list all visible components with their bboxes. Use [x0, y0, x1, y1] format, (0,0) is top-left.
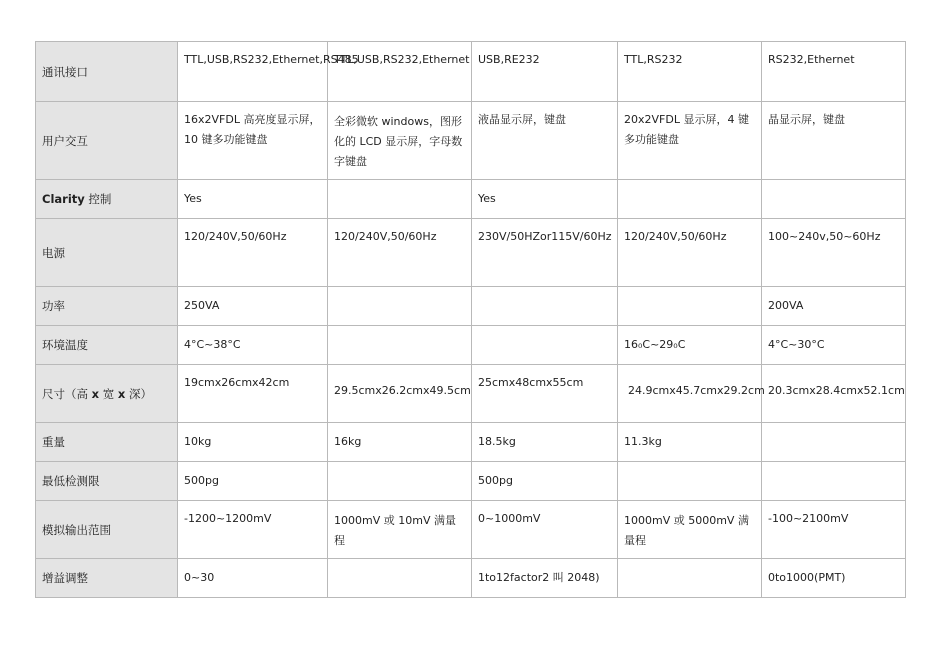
cell-text: 100~240v,50~60Hz [768, 230, 881, 243]
cell-text: -100~2100mV [768, 512, 849, 525]
cell-text: USB,RE232 [478, 53, 540, 66]
cell-text: 24.9cmx45.7cmx29.2cm [628, 384, 765, 397]
cell-text: 16kg [334, 435, 362, 448]
table-cell [328, 501, 472, 559]
table-cell [178, 423, 328, 462]
table-cell [618, 42, 762, 102]
cell-text: 250VA [184, 299, 220, 312]
table-cell [328, 559, 472, 598]
cell-text: 0to1000(PMT) [768, 571, 846, 584]
table-row [36, 423, 906, 462]
row-label-power: 功率 [36, 287, 178, 326]
label-bold-part: Clarity [42, 192, 85, 206]
cell-text: 16₀C~29₀C [624, 338, 686, 351]
cell-text: -1200~1200mV [184, 512, 272, 525]
table-row [36, 501, 906, 559]
row-label-analog-output-range: 模拟输出范围 [36, 501, 178, 559]
table-cell [618, 326, 762, 365]
cell-text: 0~30 [184, 571, 215, 584]
cell-text: 120/240V,50/60Hz [184, 230, 287, 243]
table-cell [178, 180, 328, 219]
table-cell [328, 219, 472, 287]
table-row [36, 219, 906, 287]
table-cell [178, 287, 328, 326]
cell-text: 200VA [768, 299, 804, 312]
spec-table [35, 41, 906, 598]
row-label-gain-adjustment: 增益调整 [36, 559, 178, 598]
row-label-user-interaction: 用户交互 [36, 102, 178, 180]
table-cell [472, 102, 618, 180]
table-cell [328, 365, 472, 423]
label-part: 宽 [99, 386, 118, 401]
table-cell [472, 287, 618, 326]
table-cell [328, 287, 472, 326]
table-cell [472, 365, 618, 423]
cell-text: 晶显示屏，键盘 [768, 113, 845, 126]
cell-text: TTL,USB,RS232,Ethernet,RS485 [184, 53, 359, 66]
cell-text: 11.3kg [624, 435, 662, 448]
row-label-ambient-temperature: 环境温度 [36, 326, 178, 365]
cell-text: 18.5kg [478, 435, 516, 448]
table-cell [178, 326, 328, 365]
table-cell [762, 219, 906, 287]
table-row [36, 287, 906, 326]
table-cell [472, 219, 618, 287]
table-cell [472, 462, 618, 501]
table-row [36, 326, 906, 365]
cell-text: 500pg [478, 474, 513, 487]
table-cell [328, 102, 472, 180]
label-part: x [91, 386, 100, 401]
table-cell [178, 42, 359, 102]
table-cell [178, 102, 328, 180]
table-cell [762, 287, 906, 326]
label-part: x [117, 386, 126, 401]
table-cell [762, 559, 906, 598]
cell-text: 液晶显示屏，键盘 [478, 113, 566, 126]
cell-text: 230V/50HZor115V/60Hz [478, 230, 612, 243]
table-cell [472, 180, 618, 219]
row-label-dimensions [36, 365, 178, 423]
table-cell [618, 462, 762, 501]
table-cell [472, 501, 618, 559]
table-cell [328, 180, 472, 219]
row-label-detection-limit: 最低检测限 [36, 462, 178, 501]
cell-text: 1000mV 或 10mV 满量程 [334, 514, 456, 547]
cell-text: TTL,RS232 [624, 53, 683, 66]
table-cell [762, 102, 906, 180]
cell-text: 20.3cmx28.4cmx52.1cm [768, 384, 905, 397]
label-rest-part: 控制 [84, 192, 112, 206]
table-row [36, 102, 906, 180]
table-cell [472, 423, 618, 462]
table-cell [178, 365, 328, 423]
row-label-interface: 通讯接口 [36, 42, 178, 102]
table-cell [328, 462, 472, 501]
row-label-weight: 重量 [36, 423, 178, 462]
table-cell [762, 326, 906, 365]
table-cell [178, 462, 328, 501]
table-cell [178, 219, 328, 287]
table-cell [762, 462, 906, 501]
table-cell [178, 501, 328, 559]
table-cell [762, 180, 906, 219]
cell-text: 19cmx26cmx42cm [184, 376, 290, 389]
table-row [36, 42, 906, 102]
table-cell [472, 559, 618, 598]
table-cell [618, 423, 762, 462]
table-cell [762, 423, 906, 462]
table-cell [762, 365, 906, 423]
table-cell [618, 559, 762, 598]
cell-text: 0~1000mV [478, 512, 541, 525]
table-cell [178, 559, 328, 598]
cell-text: Yes [184, 192, 202, 205]
table-row [36, 365, 906, 423]
cell-text: 4°C~38°C [184, 338, 241, 351]
table-cell [618, 219, 762, 287]
cell-text: 1to12factor2 叫 2048) [478, 571, 600, 584]
table-cell [328, 326, 472, 365]
table-cell [472, 326, 618, 365]
table-cell [762, 501, 906, 559]
label-part: 尺寸（高 [42, 386, 92, 401]
table-cell [328, 42, 472, 102]
cell-text: Yes [478, 192, 496, 205]
table-cell [328, 423, 472, 462]
cell-text: 16x2VFDL 高亮度显示屏，10 键多功能键盘 [184, 113, 321, 146]
cell-text: 120/240V,50/60Hz [624, 230, 727, 243]
cell-text: 10kg [184, 435, 212, 448]
table-row [36, 559, 906, 598]
cell-text: 120/240V,50/60Hz [334, 230, 437, 243]
cell-text: RS232,Ethernet [768, 53, 855, 66]
table-cell [762, 42, 906, 102]
cell-text: 4°C~30°C [768, 338, 825, 351]
cell-text: 1000mV 或 5000mV 满量程 [624, 514, 749, 547]
table-cell [472, 42, 618, 102]
row-label-power-supply: 电源 [36, 219, 178, 287]
cell-text: 500pg [184, 474, 219, 487]
cell-text: 全彩微软 windows，图形化的 LCD 显示屏，字母数字键盘 [334, 115, 463, 168]
cell-text: 29.5cmx26.2cmx49.5cm [334, 384, 471, 397]
cell-text: 25cmx48cmx55cm [478, 376, 584, 389]
cell-text: 20x2VFDL 显示屏，4 键多功能键盘 [624, 113, 749, 146]
label-part: 深） [125, 386, 152, 401]
cell-text: TTL,USB,RS232,Ethernet [334, 53, 470, 66]
row-label-clarity-control [36, 180, 178, 219]
table-cell [618, 287, 762, 326]
table-cell [618, 365, 765, 423]
table-cell [618, 102, 762, 180]
table-cell [618, 180, 762, 219]
table-cell [618, 501, 762, 559]
table-row [36, 462, 906, 501]
table-row [36, 180, 906, 219]
